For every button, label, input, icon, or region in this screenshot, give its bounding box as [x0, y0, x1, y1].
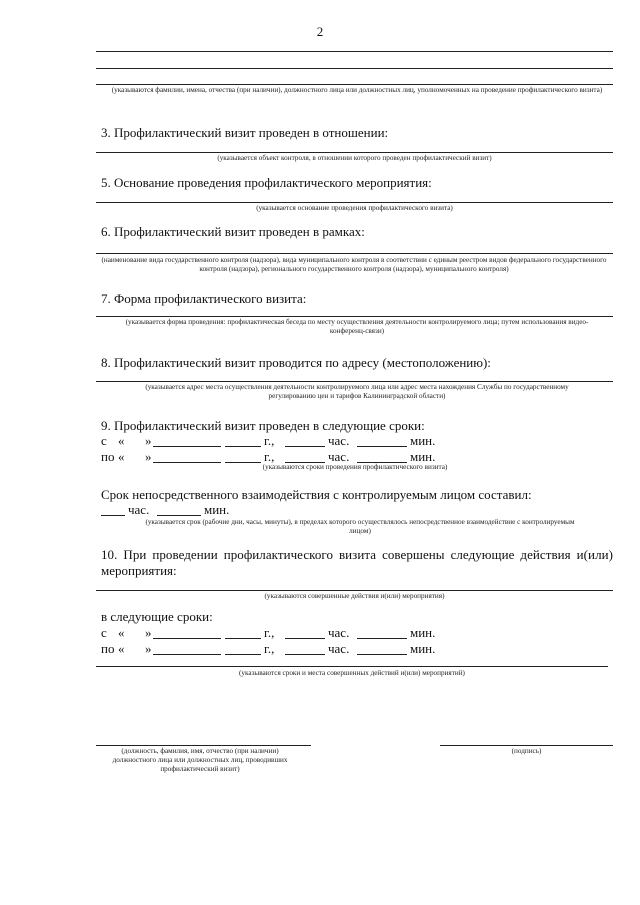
form-caption: (указывается форма проведения: профилактическая беседа по месту осуществления деятельности контролируемого лица; путем использования видео-конференц-связи)	[125, 318, 589, 335]
from-month-field[interactable]	[225, 446, 261, 447]
to-day-field[interactable]	[153, 462, 221, 463]
minutes-label: мин.	[204, 502, 230, 517]
section-8-heading: 8. Профилактический визит проводится по адресу (местоположению):	[101, 355, 491, 370]
officials-line-2[interactable]	[96, 68, 613, 69]
control-type-line[interactable]	[96, 253, 613, 254]
section-5-heading: 5. Основание проведения профилактического мероприятия:	[101, 175, 432, 190]
year-label: г.,	[264, 449, 275, 464]
from-minute-field[interactable]	[357, 446, 407, 447]
signature-caption: (подпись)	[511, 747, 542, 755]
section-6-heading: 6. Профилактический визит проведен в рамках:	[101, 224, 365, 239]
quote-open: «	[118, 449, 125, 464]
address-line[interactable]	[96, 381, 613, 382]
officials-line-1[interactable]	[96, 51, 613, 52]
quote-open: «	[118, 433, 125, 448]
to-label: по	[101, 449, 115, 464]
section-3-heading: 3. Профилактический визит проведен в отношении:	[101, 125, 389, 140]
section-9-heading: 9. Профилактический визит проведен в следующие сроки:	[101, 418, 425, 433]
interaction-hours-field[interactable]	[101, 515, 125, 516]
year-label: г.,	[264, 433, 275, 448]
following-dates-heading: в следующие сроки:	[101, 609, 213, 624]
from-day-field[interactable]	[153, 446, 221, 447]
object-caption: (указывается объект контроля, в отношении которого проведен профилактический визит)	[217, 154, 492, 162]
form-line[interactable]	[96, 316, 613, 317]
quote-close: »	[145, 449, 152, 464]
hours-label: час.	[328, 625, 350, 640]
quote-close: »	[145, 433, 152, 448]
actions-to-hour-field[interactable]	[285, 654, 325, 655]
minutes-label: мин.	[410, 449, 436, 464]
minutes-label: мин.	[410, 433, 436, 448]
dates-caption: (указываются сроки проведения профилактического визита)	[262, 463, 448, 471]
actions-to-month-field[interactable]	[225, 654, 261, 655]
object-line[interactable]	[96, 152, 613, 153]
action-dates-line[interactable]	[96, 666, 608, 667]
actions-caption: (указываются совершенные действия и(или) мероприятия)	[264, 592, 445, 600]
officials-caption: (указываются фамилии, имена, отчества (при наличии), должностного лица или должностных лиц, уполномоченных на проведение профилактического визита)	[111, 86, 603, 94]
hours-label: час.	[128, 502, 150, 517]
officials-line-3[interactable]	[96, 84, 613, 85]
basis-caption: (указывается основание проведения профилактического визита)	[256, 204, 453, 212]
minutes-label: мин.	[410, 625, 436, 640]
section-10-heading-line2: мероприятия:	[101, 563, 177, 578]
action-dates-caption: (указываются сроки и места совершенных действий и(или) мероприятий)	[239, 669, 465, 677]
actions-from-hour-field[interactable]	[285, 638, 325, 639]
to-label: по	[101, 641, 115, 656]
actions-from-minute-field[interactable]	[357, 638, 407, 639]
interaction-minutes-field[interactable]	[157, 515, 201, 516]
control-type-caption: (наименование вида государственного контроля (надзора), вида муниципального контроля в соответствии с единым реестром видов федерального государственного контроля (надзора), регионального государственного контроля (надзора), муниципального контроля)	[101, 256, 607, 273]
hours-label: час.	[328, 641, 350, 656]
minutes-label: мин.	[410, 641, 436, 656]
interaction-heading: Срок непосредственного взаимодействия с контролируемым лицом составил:	[101, 487, 532, 502]
actions-to-minute-field[interactable]	[357, 654, 407, 655]
from-hour-field[interactable]	[285, 446, 325, 447]
actions-line[interactable]	[96, 590, 613, 591]
section-10-heading-line1: 10. При проведении профилактического визита совершены следующие действия и(или)	[101, 547, 613, 562]
signature-line[interactable]	[440, 745, 613, 746]
basis-line[interactable]	[96, 202, 613, 203]
address-caption: (указывается адрес места осуществления деятельности контролируемого лица или адрес места нахождения Службы по государственному регулированию цен и тарифов Калининградской области)	[145, 383, 569, 400]
hours-label: час.	[328, 449, 350, 464]
official-sign-line[interactable]	[96, 745, 311, 746]
from-label: с	[101, 433, 107, 448]
section-7-heading: 7. Форма профилактического визита:	[101, 291, 307, 306]
actions-from-day-field[interactable]	[153, 638, 221, 639]
official-sign-caption: (должность, фамилия, имя, отчество (при наличии) должностного лица или должностных лиц, проводивших профилактический визит)	[112, 747, 288, 773]
from-label: с	[101, 625, 107, 640]
quote-close: »	[145, 625, 152, 640]
hours-label: час.	[328, 433, 350, 448]
quote-open: «	[118, 641, 125, 656]
page-number: 2	[316, 24, 324, 39]
actions-from-month-field[interactable]	[225, 638, 261, 639]
year-label: г.,	[264, 641, 275, 656]
actions-to-day-field[interactable]	[153, 654, 221, 655]
quote-open: «	[118, 625, 125, 640]
interaction-caption: (указывается срок (рабочие дни, часы, минуты), в пределах которого осуществлялось непосредственное взаимодействие с контролируемым лицом)	[145, 518, 575, 535]
year-label: г.,	[264, 625, 275, 640]
quote-close: »	[145, 641, 152, 656]
